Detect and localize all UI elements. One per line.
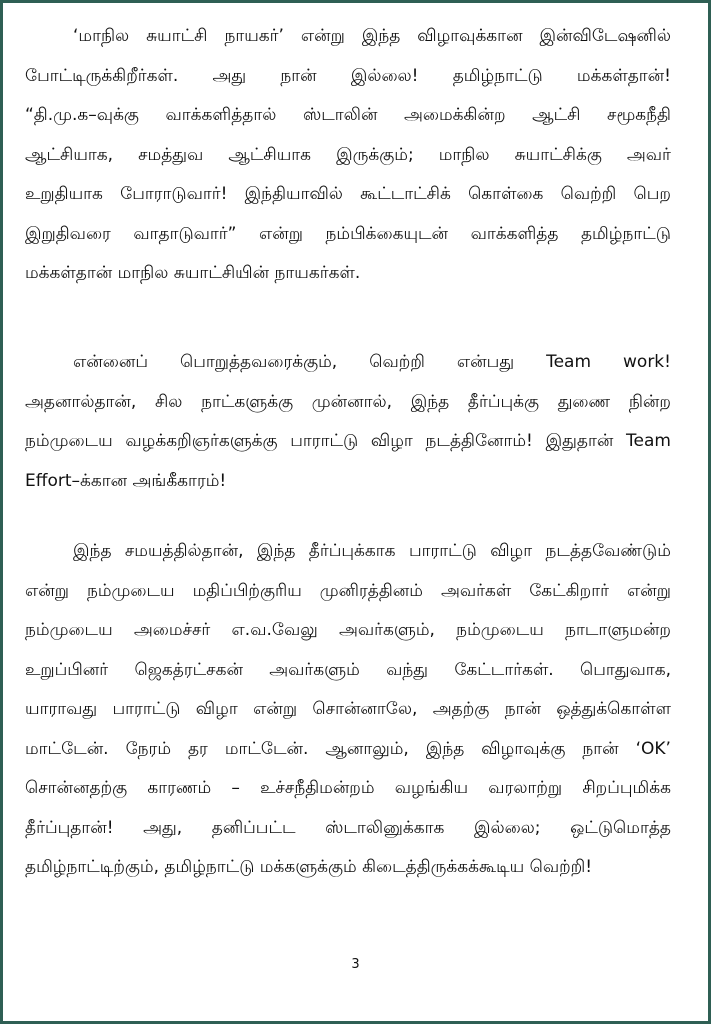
word: மக்கள்தான்! [576, 65, 671, 86]
word: அதனால்தான், [25, 391, 137, 412]
word: Team [626, 431, 671, 451]
word: Team [546, 352, 592, 372]
word: விழா [370, 431, 413, 451]
word: உச்சநீதிமன்றம் [260, 778, 375, 798]
word: பாராட்டு [112, 699, 181, 719]
word: அவர்கள் [440, 580, 512, 601]
word: போராடுவார்! [120, 184, 228, 204]
document-page [3, 3, 708, 1021]
word: நாட்களுக்கு [201, 391, 294, 412]
word: அது [212, 65, 247, 86]
word: கேட்கிறார் [529, 580, 609, 601]
word: உறுப்பினர் [25, 659, 109, 680]
word: ஸ்டாலின் [302, 105, 378, 125]
word: இந்த [73, 541, 112, 561]
word: நாயகர்’ [224, 26, 284, 46]
word: தர [187, 738, 208, 759]
word: தீர்ப்புதான்! [25, 817, 114, 838]
word: நம்முடைய [25, 431, 113, 451]
word: வெற்றி [560, 184, 617, 204]
word: எ.வ.வேலு [231, 620, 318, 640]
word: அவர்களும் [269, 659, 360, 680]
word: மாட்டேன். [224, 738, 309, 759]
word: கேட்டார்கள். [454, 659, 554, 680]
word: சில [154, 391, 183, 412]
word: சமூகநீதி [607, 105, 671, 125]
word: நடத்தினோம்! [425, 431, 533, 451]
word: அமைக்கின்ற [404, 105, 506, 125]
word: வாக்களித்த [470, 223, 559, 244]
word: பெற [633, 184, 671, 204]
word: நாடாளுமன்ற [565, 620, 671, 640]
word: ஆட்சியாக [228, 144, 312, 165]
word: உறுதியாக [25, 184, 103, 204]
word: வெற்றி [369, 352, 425, 372]
word: நேரம் [125, 738, 172, 759]
word: நின்ற [628, 391, 671, 412]
word: இந்த [425, 738, 465, 759]
word: – [231, 778, 240, 798]
word: இந்த [361, 26, 401, 46]
word: தமிழ்நாட்டு [580, 223, 671, 244]
word: தீர்ப்புக்கு [467, 391, 540, 412]
text-line [25, 254, 671, 294]
word: நான் [280, 65, 317, 86]
word: ஆட்சியாக, [25, 144, 114, 165]
word: நம்முடைய [456, 620, 544, 640]
word: ‘OK’ [635, 738, 671, 759]
word: சமத்துவ [138, 144, 204, 165]
word: ஜெகத்ரட்சகன் [134, 659, 243, 680]
word: மக்கள்தான் மாநில சுயாட்சியின் நாயகர்கள். [25, 263, 361, 283]
word: இந்த [256, 541, 296, 561]
text-line [25, 136, 671, 176]
word: என்பது [456, 352, 515, 372]
word: அதற்கு [432, 699, 490, 719]
text-line [25, 215, 671, 255]
text-line [25, 343, 671, 383]
word: என்று [259, 223, 303, 244]
word: பாராட்டு [408, 541, 477, 561]
paragraph [25, 532, 671, 888]
word: சொன்னதற்கு [25, 778, 128, 798]
word: தமிழ்நாட்டு [452, 65, 543, 86]
text-line [25, 17, 671, 57]
word: அது, [143, 817, 183, 838]
word: என்று [300, 26, 345, 46]
word: work! [623, 352, 671, 372]
word: “தி.மு.க–வுக்கு [25, 105, 139, 125]
word: பொதுவாக, [580, 659, 671, 680]
text-line [25, 532, 671, 572]
word: நம்முடைய [25, 620, 113, 640]
text-line [25, 848, 671, 888]
text-line [25, 611, 671, 651]
text-line [25, 422, 671, 462]
text-line [25, 383, 671, 423]
word: சொன்னாலே, [312, 699, 418, 719]
word: சிறப்புமிக்க [582, 778, 671, 798]
word: இந்தியாவில் [244, 184, 343, 204]
word: நடத்தவேண்டும் [545, 541, 671, 561]
word: யாராவது [25, 699, 98, 719]
word: என்று [25, 580, 69, 601]
text-line [25, 809, 671, 849]
word: ஒட்டுமொத்த [570, 817, 671, 838]
word: இன்விடேஷனில் [539, 26, 671, 46]
word: ஆனாலும், [325, 738, 409, 759]
word: மாட்டேன். [25, 738, 109, 759]
word: என்று [253, 699, 298, 719]
word: முனிரத்தினம் [319, 580, 423, 601]
word: ஸ்டாலினுக்காக [325, 817, 445, 838]
word: வந்து [386, 659, 429, 680]
word: விழா [195, 699, 238, 719]
word: முன்னால், [311, 391, 393, 412]
word: ஒத்துக்கொள்ள [556, 699, 671, 719]
word: இந்த [410, 391, 450, 412]
word: Effort–க்கான அங்கீகாரம்! [25, 470, 227, 491]
word: என்னைப் [73, 352, 148, 372]
word: அவர் [626, 144, 671, 165]
word: சுயாட்சிக்கு [514, 144, 602, 165]
word: விழா [490, 541, 533, 561]
page-number: 3 [351, 957, 360, 972]
word: என்று [626, 580, 671, 601]
word: இருக்கும்; [336, 144, 414, 165]
text-line [25, 96, 671, 136]
text-line [25, 57, 671, 97]
word: மதிப்பிற்குரிய [192, 580, 302, 601]
word: கொள்கை [468, 184, 544, 204]
word: பொறுத்தவரைக்கும், [179, 352, 338, 372]
word: அமைச்சர் [133, 620, 211, 640]
paragraph [25, 17, 671, 294]
word: இதுதான் [545, 431, 614, 451]
word: நான் [504, 699, 541, 719]
word: வாக்களித்தால் [165, 105, 277, 125]
text-line [25, 572, 671, 612]
word: மாநில [438, 144, 490, 165]
word: துணை [557, 391, 611, 412]
word: சமயத்தில்தான், [124, 541, 244, 561]
word: கூட்டாட்சிக் [360, 184, 451, 204]
word: நம்பிக்கையுடன் [325, 223, 449, 244]
word: வழக்கறிஞர்களுக்கு [125, 431, 278, 451]
word: போட்டிருக்கிறீர்கள். [25, 65, 179, 86]
text-line [25, 769, 671, 809]
word: ‘மாநில [73, 26, 130, 46]
word: இறுதிவரை [25, 223, 111, 244]
word: பாராட்டு [290, 431, 359, 451]
text-line [25, 651, 671, 691]
word: இல்லை! [350, 65, 419, 86]
word: விழாவுக்கு [481, 738, 566, 759]
word: விழாவுக்கான [417, 26, 523, 46]
text-line [25, 462, 671, 502]
word: காரணம் [147, 778, 212, 798]
word: அவர்களும், [338, 620, 435, 640]
word: இல்லை; [473, 817, 541, 838]
paragraph [25, 343, 671, 501]
word: ஆட்சி [532, 105, 581, 125]
word: வாதாடுவார்” [133, 223, 237, 244]
text-line [25, 690, 671, 730]
word: வரலாற்று [488, 778, 563, 798]
word: தனிப்பட்ட [211, 817, 296, 838]
word: நம்முடைய [86, 580, 175, 601]
word: வழங்கிய [394, 778, 469, 798]
text-line [25, 730, 671, 770]
word: சுயாட்சி [146, 26, 208, 46]
word: நான் [582, 738, 619, 759]
text-line [25, 175, 671, 215]
word: தமிழ்நாட்டிற்கும், தமிழ்நாட்டு மக்களுக்கும் கிடைத்திருக்கக்கூடிய வெற்றி! [25, 857, 593, 877]
word: தீர்ப்புக்காக [308, 541, 396, 561]
